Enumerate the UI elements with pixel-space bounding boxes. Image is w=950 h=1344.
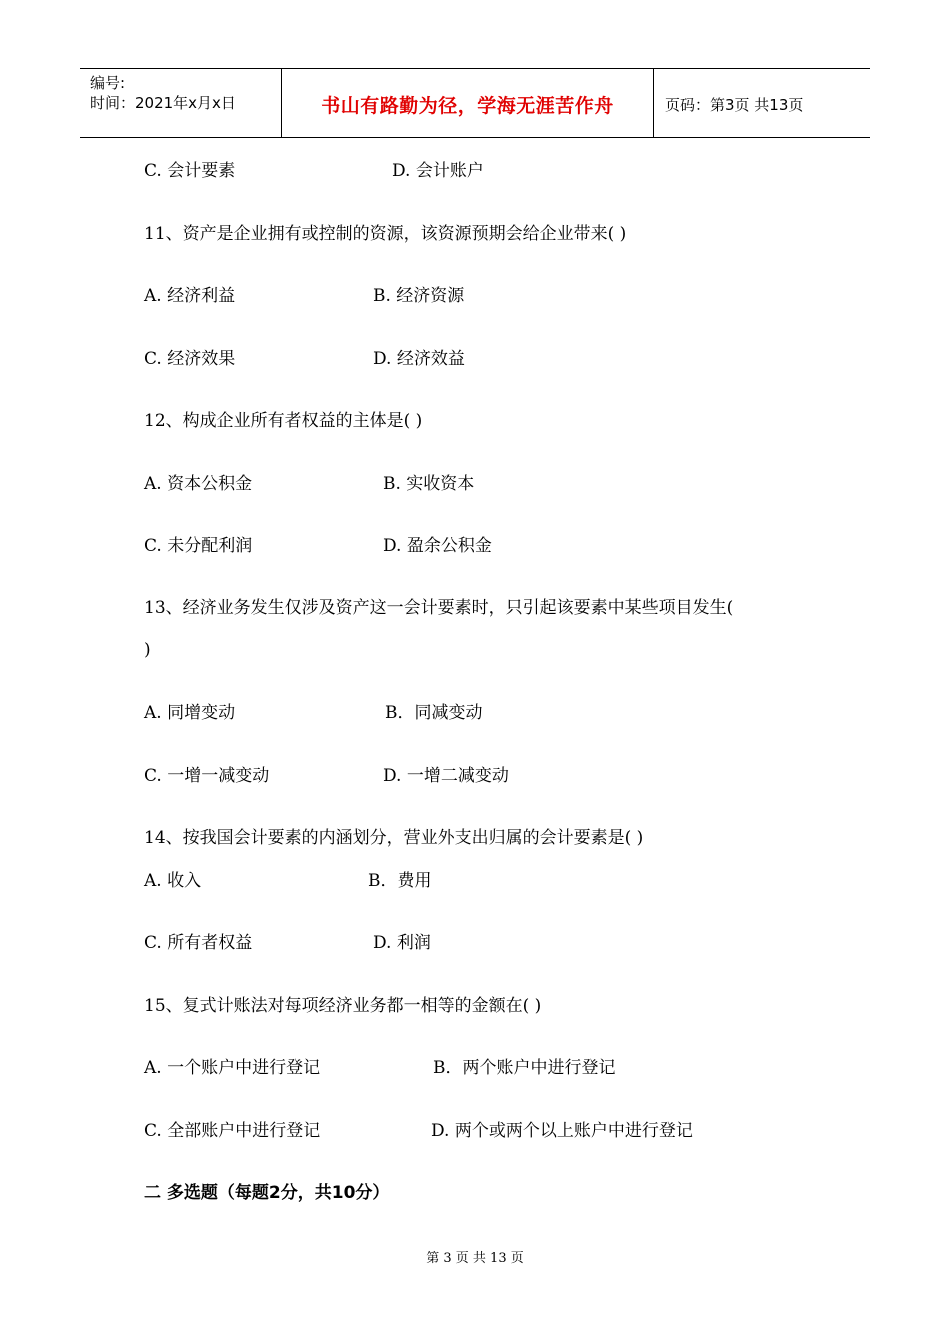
option-15-d: D. 两个或两个以上账户中进行登记 xyxy=(431,1121,693,1141)
option-13-c: C. 一增一减变动 xyxy=(144,766,270,786)
option-14-c: C. 所有者权益 xyxy=(144,933,253,953)
option-12-d: D. 盈余公积金 xyxy=(383,536,492,556)
page-footer: 第 3 页 共 13 页 xyxy=(426,1251,524,1266)
header-page-info: 页码：第3页 共13页 xyxy=(665,96,804,114)
option-11-c: C. 经济效果 xyxy=(144,349,236,369)
option-11-d: D. 经济效益 xyxy=(373,349,465,369)
option-13-a: A. 同增变动 xyxy=(144,703,236,723)
option-15-a: A. 一个账户中进行登记 xyxy=(144,1058,321,1078)
document-date: 时间：2021年x月x日 xyxy=(90,94,236,112)
question-13-continuation: ) xyxy=(144,640,151,660)
document-number: 编号: xyxy=(90,74,126,92)
option-13-b: B．同减变动 xyxy=(385,703,483,723)
option-10-d: D. 会计账户 xyxy=(392,161,484,181)
section-title: 二 多选题（每题2分，共10分） xyxy=(144,1183,390,1203)
option-14-b: B．费用 xyxy=(368,871,432,891)
question-12: 12、构成企业所有者权益的主体是( ) xyxy=(144,411,423,431)
option-10-c: C. 会计要素 xyxy=(144,161,236,181)
option-12-c: C. 未分配利润 xyxy=(144,536,253,556)
question-11: 11、资产是企业拥有或控制的资源，该资源预期会给企业带来( ) xyxy=(144,224,627,244)
option-13-d: D. 一增二减变动 xyxy=(383,766,509,786)
option-11-a: A. 经济利益 xyxy=(144,286,236,306)
option-15-b: B．两个账户中进行登记 xyxy=(433,1058,616,1078)
option-14-a: A. 收入 xyxy=(144,871,202,891)
header-divider xyxy=(653,69,654,137)
question-13: 13、经济业务发生仅涉及资产这一会计要素时，只引起该要素中某些项目发生( xyxy=(144,598,734,618)
option-11-b: B. 经济资源 xyxy=(373,286,465,306)
option-14-d: D. 利润 xyxy=(373,933,431,953)
question-15: 15、复式计账法对每项经济业务都一相等的金额在( ) xyxy=(144,996,542,1016)
option-12-a: A. 资本公积金 xyxy=(144,474,253,494)
option-15-c: C. 全部账户中进行登记 xyxy=(144,1121,321,1141)
page-header xyxy=(80,68,870,138)
option-12-b: B. 实收资本 xyxy=(383,474,475,494)
question-14: 14、按我国会计要素的内涵划分，营业外支出归属的会计要素是( ) xyxy=(144,828,644,848)
header-motto: 书山有路勤为径，学海无涯苦作舟 xyxy=(321,95,614,117)
header-meta xyxy=(90,73,236,113)
